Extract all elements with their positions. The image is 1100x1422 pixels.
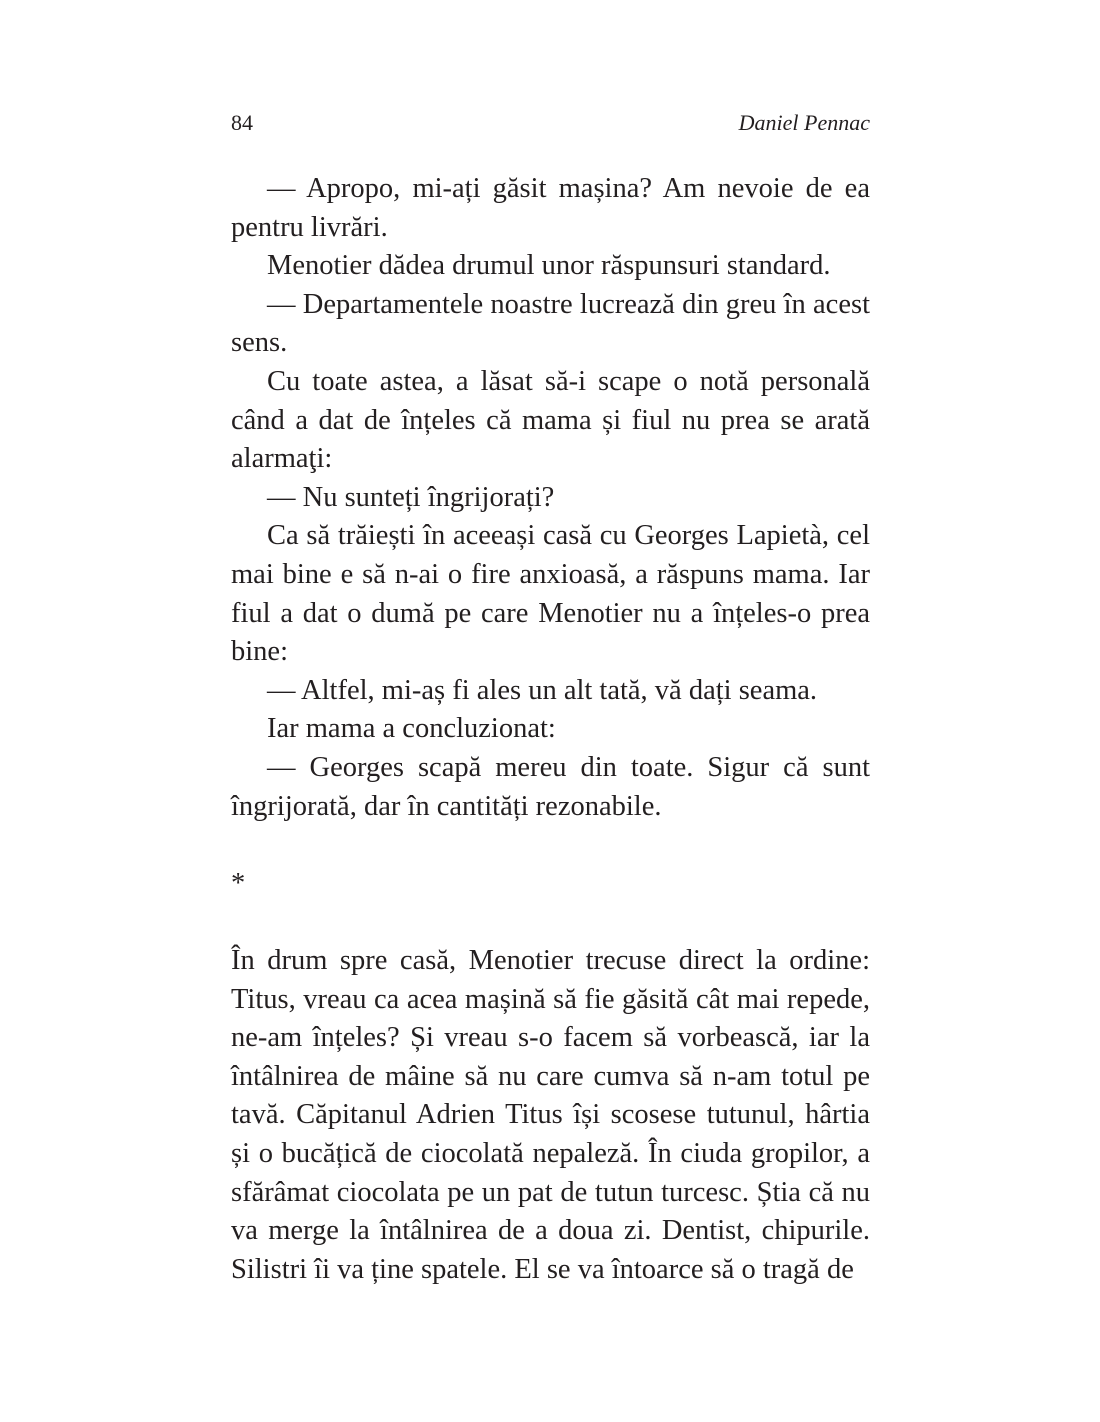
section-separator: * bbox=[231, 868, 246, 900]
paragraph: — Nu sunteți îngrijorați? bbox=[267, 481, 555, 513]
page-number: 84 bbox=[231, 110, 253, 135]
paragraph: Menotier dădea drumul unor răspunsuri standard. bbox=[267, 250, 831, 282]
paragraph: — Apropo, mi-ați găsit mașina? Am nevoie de ea pentru livrări. bbox=[231, 173, 870, 243]
paragraph: — Altfel, mi-aș fi ales un alt tată, vă dați seama. bbox=[267, 674, 818, 706]
paragraph: Iar mama a concluzionat: bbox=[267, 713, 556, 745]
section-paragraph: În drum spre casă, Menotier trecuse direct la ordine: Titus, vreau ca acea mașină să fie găsită cât mai repede, ne-am înțeles? Și vreau s-o facem să vorbească, iar la întâlnirea de mâine să nu care cumva să n-am totul pe tavă. Căpitanul Adrien Titus își scosese tutunul, hârtia și o bucățică de ciocolată nepaleză. În ciuda gropilor, a sfărâmat ciocolata pe un pat de tutun turcesc. Știa că nu va merge la întâlnirea de a doua zi. Dentist, chipurile. Silistri îi va ține spatele. El se va întoarce să o tragă de bbox=[231, 945, 870, 1285]
running-head-author: Daniel Pennac bbox=[738, 110, 870, 135]
paragraph: — Departamentele noastre lucrează din greu în acest sens. bbox=[231, 288, 870, 359]
page-header bbox=[231, 106, 870, 140]
paragraph: — Georges scapă mereu din toate. Sigur că sunt îngrijorată, dar în cantități rezonabile. bbox=[231, 751, 870, 822]
paragraph: Ca să trăiești în aceeași casă cu Georges Lapietà, cel mai bine e să n-ai o fire anxioasă, a răspuns mama. Iar fiul a dat o dumă pe care Menotier nu a înțeles-o prea bine: bbox=[231, 520, 870, 668]
paragraph: Cu toate astea, a lăsat să-i scape o notă personală când a dat de înțeles că mama și fiul nu prea se arată alarmaţi: bbox=[231, 365, 870, 475]
body-text bbox=[231, 170, 870, 1289]
